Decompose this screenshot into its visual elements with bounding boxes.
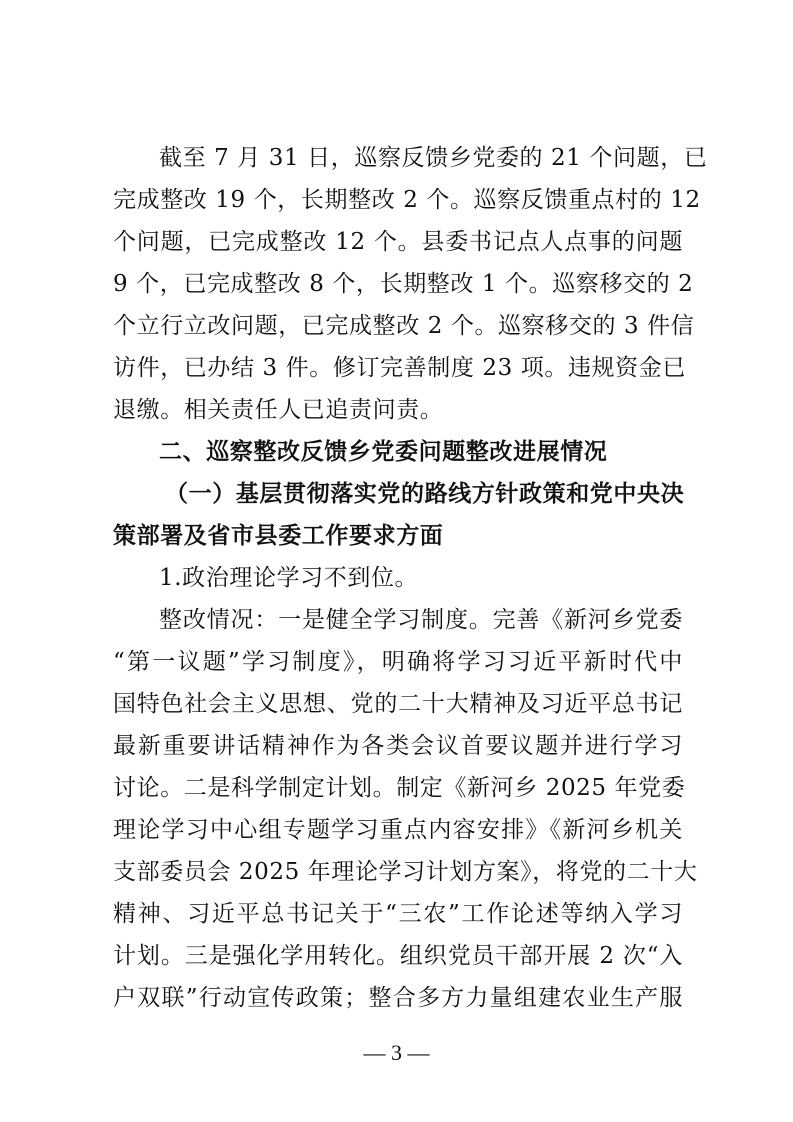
subsection-heading: 策部署及省市县委工作要求方面 <box>113 522 444 549</box>
paragraph-line: 精神、习近平总书记关于“三农”工作论述等纳入学习 <box>113 901 683 927</box>
paragraph-line: 支部委员会 2025 年理论学习计划方案》，将党的二十大 <box>113 859 698 885</box>
section-heading: 二、巡察整改反馈乡党委问题整改进展情况 <box>159 439 608 465</box>
paragraph-line: 9 个，已完成整改 8 个，长期整改 1 个。巡察移交的 2 <box>113 271 694 297</box>
paragraph-line: 个立行立改问题，已完成整改 2 个。巡察移交的 3 件信 <box>113 313 695 339</box>
paragraph-line: “第一议题”学习制度》，明确将学习习近平新时代中 <box>113 649 683 675</box>
paragraph-line: 户双联”行动宣传政策；整合多方力量组建农业生产服 <box>113 985 683 1011</box>
paragraph-line: 理论学习中心组专题学习重点内容安排》《新河乡机关 <box>113 817 683 843</box>
paragraph-line: 最新重要讲话精神作为各类会议首要议题并进行学习 <box>113 733 683 759</box>
paragraph-line: 计划。三是强化学用转化。组织党员干部开展 2 次“入 <box>113 943 683 969</box>
paragraph-line: 截至 7 月 31 日，巡察反馈乡党委的 21 个问题，已 <box>159 145 708 171</box>
paragraph-line: 国特色社会主义思想、党的二十大精神及习近平总书记 <box>113 691 683 717</box>
paragraph-line: 完成整改 19 个，长期整改 2 个。巡察反馈重点村的 12 <box>113 187 701 213</box>
paragraph-line: 整改情况：一是健全学习制度。完善《新河乡党委 <box>159 607 683 633</box>
paragraph-line: 访件，已办结 3 件。修订完善制度 23 项。违规资金已 <box>113 355 686 381</box>
paragraph-line: 个问题，已完成整改 12 个。县委书记点人点事的问题 <box>113 229 683 255</box>
paragraph-line: 讨论。二是科学制定计划。制定《新河乡 2025 年党委 <box>113 775 686 801</box>
paragraph-line: 退缴。相关责任人已追责问责。 <box>113 397 444 423</box>
item-title: 1.政治理论学习不到位。 <box>159 565 419 591</box>
subsection-heading: （一）基层贯彻落实党的路线方针政策和党中央决 <box>165 480 685 507</box>
page-number: — 3 — <box>363 1040 430 1065</box>
